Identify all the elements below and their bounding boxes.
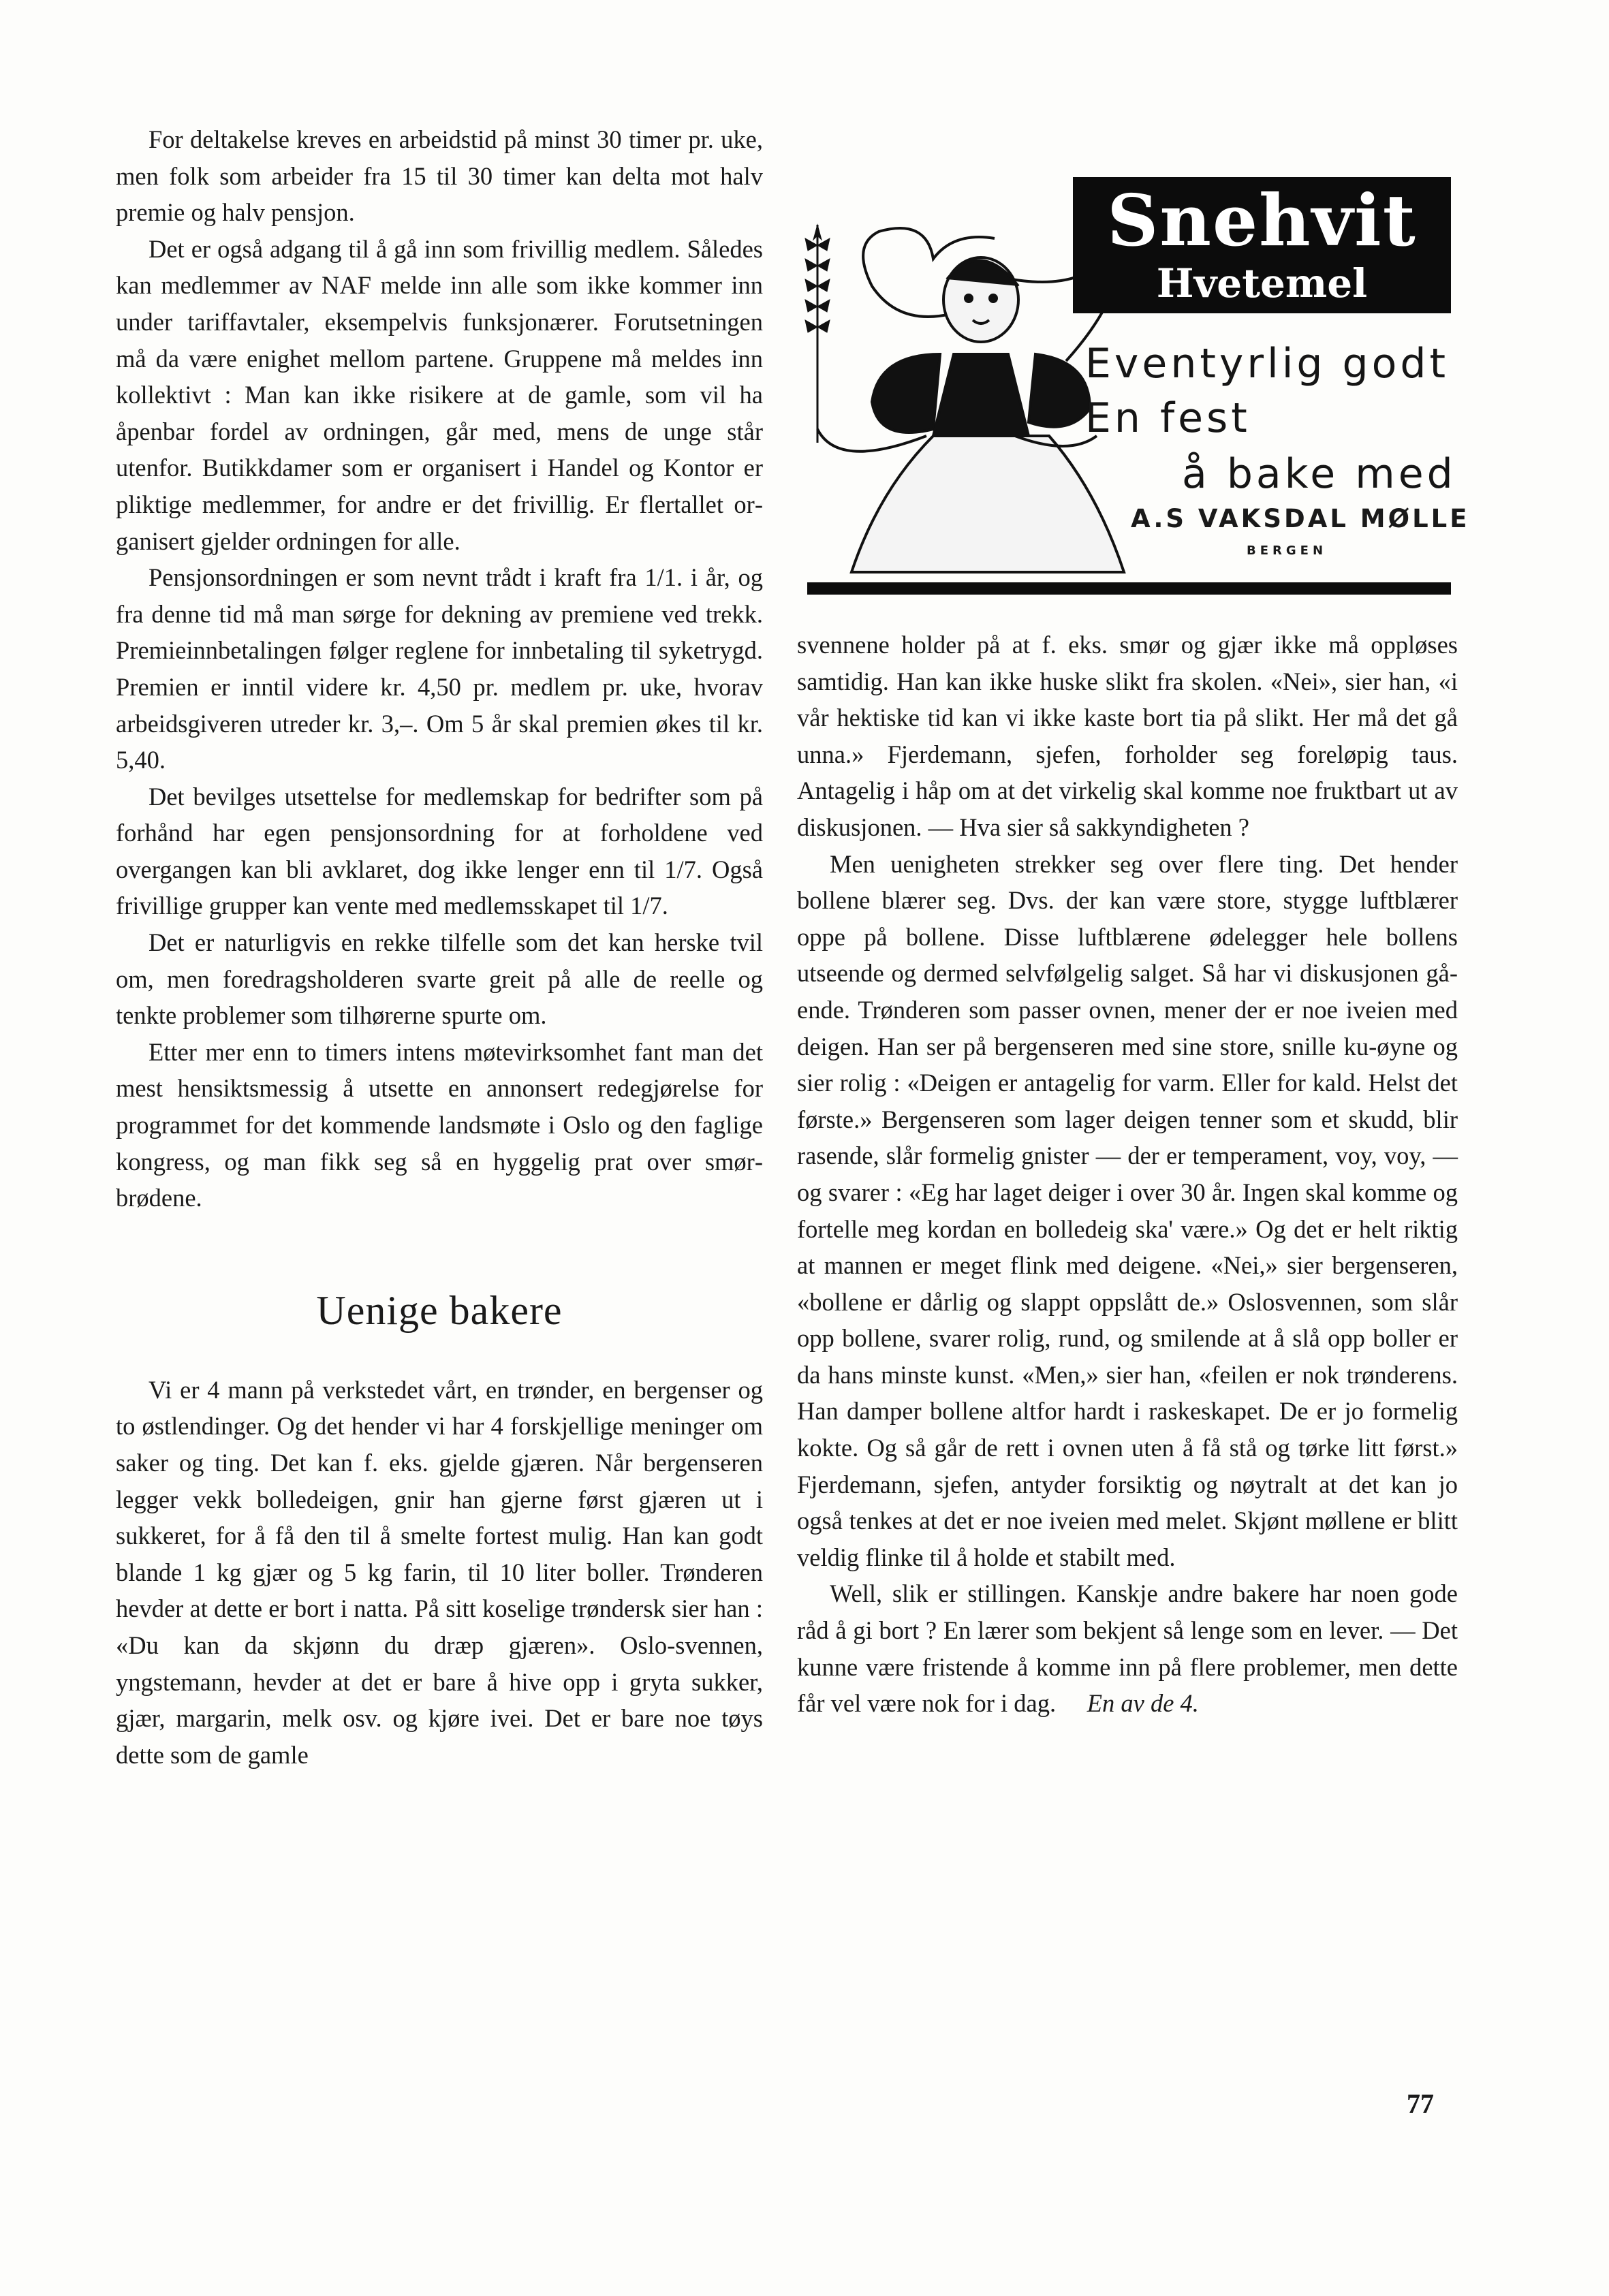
advertisement	[790, 177, 1471, 599]
paragraph: Men uenigheten strekker seg over flere ting. Det hender bollene blærer seg. Dvs. der kan være store, stygge luftblærer oppe på bollene. Disse luftblærene ødelegger hele bollens utseende og dermed selvfølgelig salget. Så har vi diskusjonen gående. Trønderen som passer ovnen, mener der er noe iveien med deigen. Han ser på bergenseren med sine store, snille ku-øyne og sier rolig : «Deigen er antagelig for varm. Eller for kald. Helst det første.» Bergenseren som lager deigen tenner som et skudd, blir rasende, slår formelig gnister — der er temperament, voy, voy, — og svarer : «Eg har laget deiger i over 30 år. Ingen skal komme og fortelle meg kordan en bolledeig ska' være.» Og det er helt riktig at mannen er meget flink med deigene. «Nei,» sier bergenseren, «bollene er dårlig og slappt oppslått de.» Oslosvennen, som slår opp bollene, svarer rolig, rund, og smilende at å slå opp boller er da hans minste kunst. «Men,» sier han, «feilen er nok trønderens. Han damper bollene altfor hardt i raskeskapet. De er jo formelig kokte. Og så går de rett i ovnen uten å få stå og tørke litt først.» Fjerdemann, sjefen, antyder forsiktig og nøytralt at det kan jo også tenkes at det er noe iveien med melet. Skjønt møllene er blitt veldig flinke til å holde et stabilt med.	[797, 849, 1458, 1571]
paragraph: Pensjonsordningen er som nevnt trådt i kraft fra 1/1. i år, og fra denne tid må man sørge for dekning av premiene ved trekk. Premieinnbetalingen følger reglene for innbetaling til syketrygd. Premien er inntil videre kr. 4,50 pr. medlem pr. uke, hvorav arbeidsgiveren utreder kr. 3,–. Om 5 år skal premien økes til kr. 5,40.	[116, 563, 763, 774]
slogan-line: En fest	[1085, 394, 1251, 442]
final-paragraph	[797, 1575, 1458, 1721]
slogan-line: Eventyrlig godt	[1085, 340, 1449, 388]
paragraph: For deltakelse kreves en arbeidstid på minst 30 timer pr. uke, men folk som arbeider fra 15 til 30 timer kan delta mot halv premie og halv pensjon.	[116, 125, 763, 227]
paragraph: Vi er 4 mann på verkstedet vårt, en trønder, en bergenser og to østlendinger. Og det hender vi har 4 forskjellige meninger om saker og ting. Det kan f. eks. gjelde gjæren. Når bergenseren legger vekk bolledeigen, gnir han gjerne først gjæren ut i sukkeret, for å få den til å smelte fortest mulig. Han kan godt blande 1 kg gjær og 5 kg farin, til 10 liter boller. Trønderen hevder at dette er bort i natta. På sitt koselige trøndersk sier han : «Du kan da skjønn du dræp gjæren». Oslo-svennen, yngstemann, hevder at det er bare å hive opp i gryta sukker, gjær, margarin, melk osv. og kjøre ivei. Det er bare noe tøys dette som de gamle	[116, 1375, 763, 1769]
ad-divider	[807, 582, 1451, 595]
brand-box	[1073, 177, 1451, 313]
right-column	[797, 627, 1458, 1722]
company-city: BERGEN	[1247, 544, 1328, 558]
brand-name: Snehvit	[1107, 178, 1417, 262]
paragraph: svennene holder på at f. eks. smør og gjær ikke må oppløses samtidig. Han kan ikke huske slikt fra skolen. «Nei», sier han, «i vår hektiske tid kan vi ikke kaste bort tia på slikt. Her må det gå unna.» Fjerdemann, sjefen, forholder seg foreløpig taus. Antagelig i håp om at det virkelig skal komme noe fruktbart ut av diskusjonen. — Hva sier så sakkyndigheten ?	[797, 631, 1458, 841]
paragraph-text: Well, slik er stillingen. Kanskje andre bakere har noen gode råd å gi bort ? En lærer som bekjent så lenge som en lever. — Det kunne være fristende å komme inn på flere problemer, men dette får vel være nok for i dag.	[797, 1579, 1458, 1718]
product-name: Hvetemel	[1156, 260, 1368, 306]
company-name: A.S VAKSDAL MØLLE	[1131, 504, 1470, 533]
paragraph: Det er også adgang til å gå inn som frivillig medlem. Således kan medlemmer av NAF melde inn alle som ikke kommer inn under tariffavtaler, eksempelvis funksjonærer. Forutsetningen må da være enighet mellom partene. Gruppene må meldes inn kollektivt : Man kan ikke risikere at de gamle, som vil ha åpenbar fordel av ordningen, går med, mens de unge står utenfor. Butikkdamer som er organisert i Handel og Kontor er pliktige medlemmer, for andre er det frivillig. Er flertallet organisert gjelder ordningen for alle.	[116, 234, 763, 555]
wheat-icon	[805, 225, 830, 443]
slogan-line: å bake med	[1182, 450, 1456, 498]
paragraph: Etter mer enn to timers intens møtevirksomhet fant man det mest hensiktsmessig å utsette en annonsert redegjørelse for programmet for det kommende landsmøte i Oslo og den faglige kongress, og man fikk seg så en hyggelig prat over smørbrødene.	[116, 1037, 763, 1212]
signature: En av de 4.	[1087, 1689, 1199, 1718]
paragraph: Det bevilges utsettelse for medlemskap for bedrifter som på forhånd har egen pensjonsordning for at forholdene ved overgangen kan bli avklaret, dog ikke lenger enn til 1/7. Også frivillige grupper kan vente med medlemsskapet til 1/7.	[116, 782, 763, 920]
left-column	[116, 121, 763, 1773]
paragraph: Det er naturligvis en rekke tilfelle som det kan herske tvil om, men foredragsholderen svarte greit på alle de reelle og tenkte problemer som tilhørerne spurte om.	[116, 928, 763, 1030]
page-number: 77	[1407, 2088, 1434, 2119]
article-title: Uenige bakere	[316, 1287, 563, 1333]
